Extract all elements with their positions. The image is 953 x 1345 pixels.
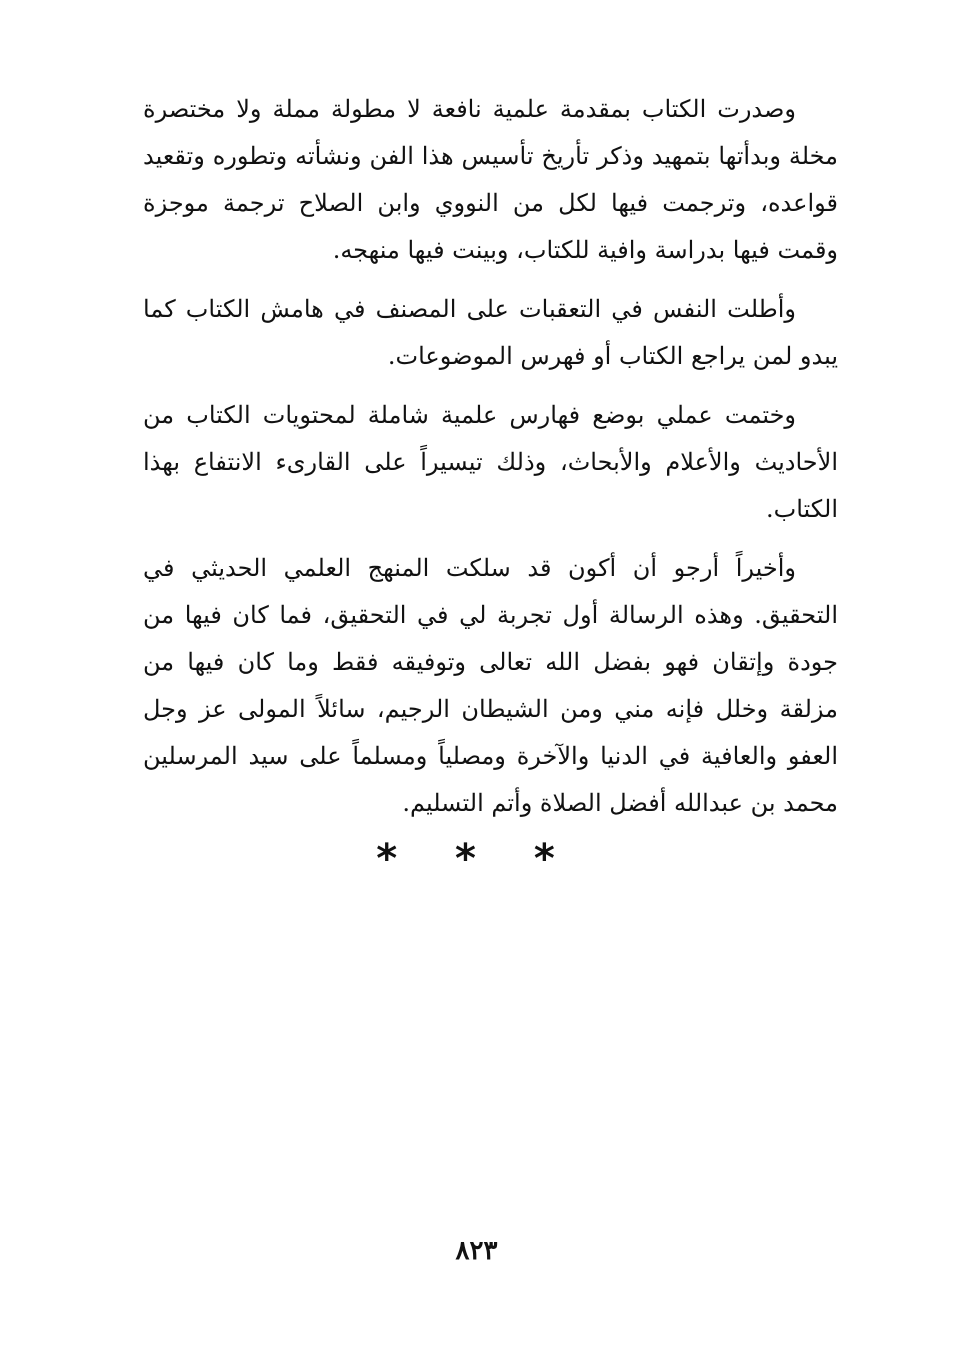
paragraph-closing: وأخيراً أرجو أن أكون قد سلكت المنهج العلمي الحديثي في التحقيق. وهذه الرسالة أول تجربة لي في التحقيق، فما كان فيها من جودة وإتقان فهو بفضل الله تعالى وتوفيقه فقط وما كان فيها من مزلقة وخلل فإنه مني ومن الشيطان الرجيم، سائلاً المولى عز وجل العفو والعافية في الدنيا والآخرة ومصلياً ومسلماً على سيد المرسلين محمد بن عبدالله أفضل الصلاة وأتم التسليم. (143, 554, 838, 817)
paragraph-introduction: وصدرت الكتاب بمقدمة علمية نافعة لا مطولة مملة ولا مختصرة مخلة وبدأتها بتمهيد وذكر تأريخ تأسيس هذا الفن ونشأته وتطوره وتقعيد قواعده، وترجمت فيها لكل من النووي وابن الصلاح ترجمة موجزة وقمت فيها بدراسة وافية للكتاب، وبينت فيها منهجه. (143, 95, 838, 264)
page-number: ٨٢٣ (455, 1236, 498, 1266)
section-separator: * * * (376, 836, 577, 882)
paragraph-indexes: وختمت عملي بوضع فهارس علمية شاملة لمحتويات الكتاب من الأحاديث والأعلام والأبحاث، وذلك تيسيراً على القارىء الانتفاع بهذا الكتاب. (143, 401, 838, 523)
body-text (143, 86, 838, 839)
paragraph-annotations: وأطلت النفس في التعقبات على المصنف في هامش الكتاب كما يبدو لمن يراجع الكتاب أو فهرس الموضوعات. (143, 295, 838, 370)
